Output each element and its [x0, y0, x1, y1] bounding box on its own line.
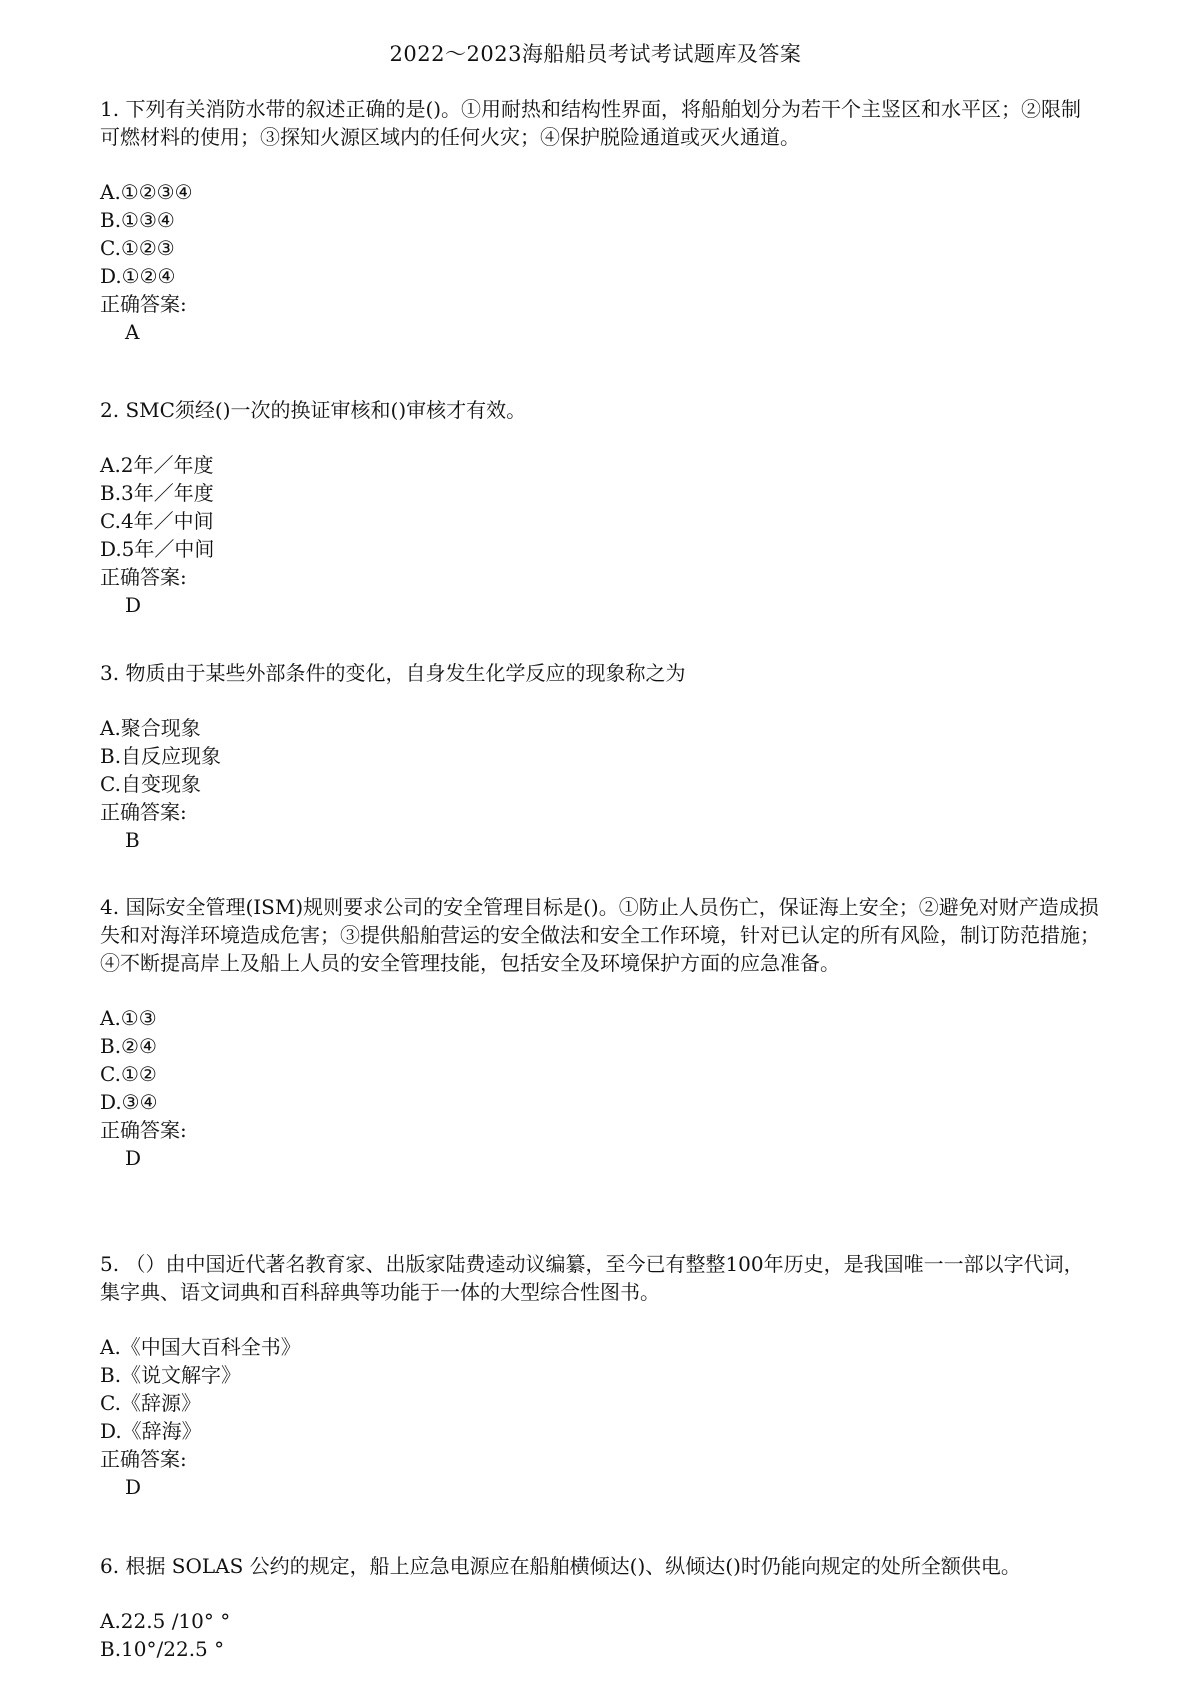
option-b: B.《说文解字》 [100, 1363, 242, 1387]
question-3 [100, 659, 1100, 854]
answer-value: B [125, 828, 140, 852]
option-a: A.22.5 /10° ° [100, 1609, 231, 1633]
answer-value: D [125, 1475, 142, 1499]
answer-label: 正确答案: [100, 1447, 187, 1471]
answer-label: 正确答案: [100, 800, 187, 824]
option-d: D.③④ [100, 1090, 158, 1114]
option-c: C.4年／中间 [100, 509, 214, 533]
option-b: B.3年／年度 [100, 481, 214, 505]
option-d: D.《辞海》 [100, 1419, 202, 1443]
question-text: 2. SMC须经()一次的换证审核和()审核才有效。 [100, 398, 527, 422]
option-c: C.①②③ [100, 236, 175, 260]
option-a: A.聚合现象 [100, 716, 201, 740]
option-c: C.自变现象 [100, 772, 201, 796]
question-6 [100, 1552, 1100, 1663]
option-a: A.①②③④ [100, 180, 193, 204]
question-text: 5. （）由中国近代著名教育家、出版家陆费逵动议编纂，至今已有整整100年历史，是我国唯一一部以字代词，集字典、语文词典和百科辞典等功能于一体的大型综合性图书。 [100, 1252, 1084, 1304]
option-b: B.①③④ [100, 208, 175, 232]
option-d: D.①②④ [100, 264, 176, 288]
option-b: B.②④ [100, 1034, 157, 1058]
question-4 [100, 893, 1100, 1172]
option-d: D.5年／中间 [100, 537, 215, 561]
answer-label: 正确答案: [100, 1118, 187, 1142]
answer-label: 正确答案: [100, 292, 187, 316]
option-a: A.①③ [100, 1006, 157, 1030]
question-text: 3. 物质由于某些外部条件的变化，自身发生化学反应的现象称之为 [100, 661, 686, 685]
option-c: C.《辞源》 [100, 1391, 201, 1415]
question-5 [100, 1250, 1100, 1501]
question-text: 6. 根据 SOLAS 公约的规定，船上应急电源应在船舶横倾达()、纵倾达()时仍能向规定的处所全额供电。 [100, 1554, 1021, 1578]
option-a: A.《中国大百科全书》 [100, 1335, 301, 1359]
question-text: 4. 国际安全管理(ISM)规则要求公司的安全管理目标是()。①防止人员伤亡，保证海上安全；②避免对财产造成损失和对海洋环境造成危害；③提供船舶营运的安全做法和安全工作环境，针对已认定的所有风险，制订防范措施；④不断提高岸上及船上人员的安全管理技能，包括安全及环境保护方面的应急准备。 [100, 895, 1100, 975]
option-a: A.2年／年度 [100, 453, 214, 477]
answer-value: D [125, 593, 142, 617]
answer-label: 正确答案: [100, 565, 187, 589]
document-title: 2022～2023海船船员考试考试题库及答案 [389, 42, 802, 66]
question-text: 1. 下列有关消防水带的叙述正确的是()。①用耐热和结构性界面，将船舶划分为若干个主竖区和水平区；②限制可燃材料的使用；③探知火源区域内的任何火灾；④保护脱险通道或灭火通道。 [100, 97, 1082, 149]
option-b: B.10°/22.5 ° [100, 1637, 225, 1661]
question-1 [100, 95, 1100, 346]
question-2 [100, 396, 1100, 619]
option-c: C.①② [100, 1062, 157, 1086]
answer-value: A [125, 320, 140, 344]
option-b: B.自反应现象 [100, 744, 222, 768]
answer-value: D [125, 1146, 142, 1170]
